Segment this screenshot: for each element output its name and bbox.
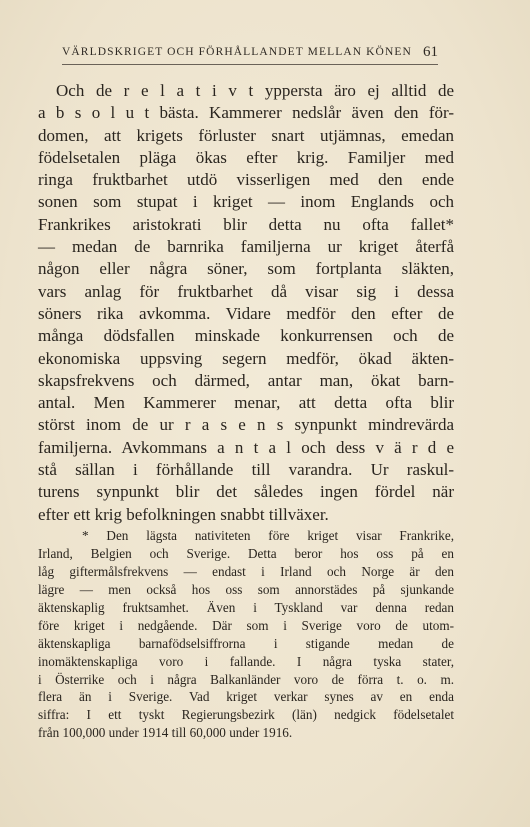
body-line: födelsetalen pläga ökas efter krig. Familjer med [38,147,454,167]
footnote-line: siffra: I ett tyskt Regierungsbezirk (län) nedgick födelsetalet [38,707,454,723]
footnote-line: flera än i Sverige. Vad kriget verkar synes av en enda [38,689,454,705]
footnote-line: före kriget i nedgående. Där som i Sverige voro de utom- [38,617,454,633]
body-line: domen, att krigets förluster snart utjämnas, emedan [38,125,454,145]
body-line: ringa fruktbarhet utdö visserligen med den ende [38,170,454,190]
running-title: VÄRLDSKRIGET OCH FÖRHÅLLANDET MELLAN KÖNEN [62,46,412,58]
body-line: turens synpunkt blir det således ingen fördel när [38,482,454,502]
body-line: familjerna. Avkommans a n t a l och dess v ä r d e [38,437,454,457]
body-line: Frankrikes aristokrati blir detta nu ofta fallet* [38,214,454,234]
main-paragraph [38,80,454,526]
footnote-line: * Den lägsta nativiteten före kriget visar Frankrike, [82,528,454,543]
page-header [62,44,438,65]
body-line: ekonomiska uppsving segern medför, ökad äkten- [38,348,454,368]
footnote-line: i Österrike och i några Balkanländer voro de förra t. o. m. [38,671,454,687]
page-number: 61 [423,44,438,60]
footnote-line: från 100,000 under 1914 till 60,000 under 1916. [38,725,293,741]
footnote-line: lägre — men också hos oss som annorstädes på sjunkande [38,581,454,597]
body-line: sonen som stupat i kriget — inom Englands och [38,192,454,212]
body-line: söners rika avkomma. Vidare medför den efter de [38,303,454,323]
body-line: många dödsfallen minskade konkurrensen och de [38,326,454,346]
body-line: skapsfrekvens och därmed, antar man, ökat barn- [38,370,454,390]
footnote-line: äktenskaplig fruktsamhet. Även i Tyskland var denna redan [38,599,454,615]
body-line: a b s o l u t bästa. Kammerer nedslår även den för- [38,103,454,123]
body-line: Och de r e l a t i v t yppersta äro ej alltid de [56,81,454,100]
footnote-line: låg giftermålsfrekvens — endast i Irland och Norge är den [38,563,454,579]
body-line: vars anlag för fruktbarhet då visar sig i dessa [38,281,454,301]
body-line: efter ett krig befolkningen snabbt tillväxer. [38,504,329,524]
footnote-line: äktenskapliga barnafödselsiffrorna i stigande medan de [38,635,454,651]
body-line: någon eller några söner, som fortplanta släkten, [38,259,454,279]
body-line: stå sällan i förhållande till varandra. Ur raskul- [38,460,454,480]
body-line: störst inom de ur r a s e n s synpunkt mindrevärda [38,415,454,435]
body-line: antal. Men Kammerer menar, att detta ofta blir [38,393,454,413]
footnote-line: inomäktenskapliga voro i fallande. I några tyska stater, [38,653,454,669]
body-line: — medan de barnrika familjerna ur kriget återfå [38,237,454,257]
footnote-line: Irland, Belgien och Sverige. Detta beror hos oss på en [38,545,454,561]
footnote [38,527,454,742]
